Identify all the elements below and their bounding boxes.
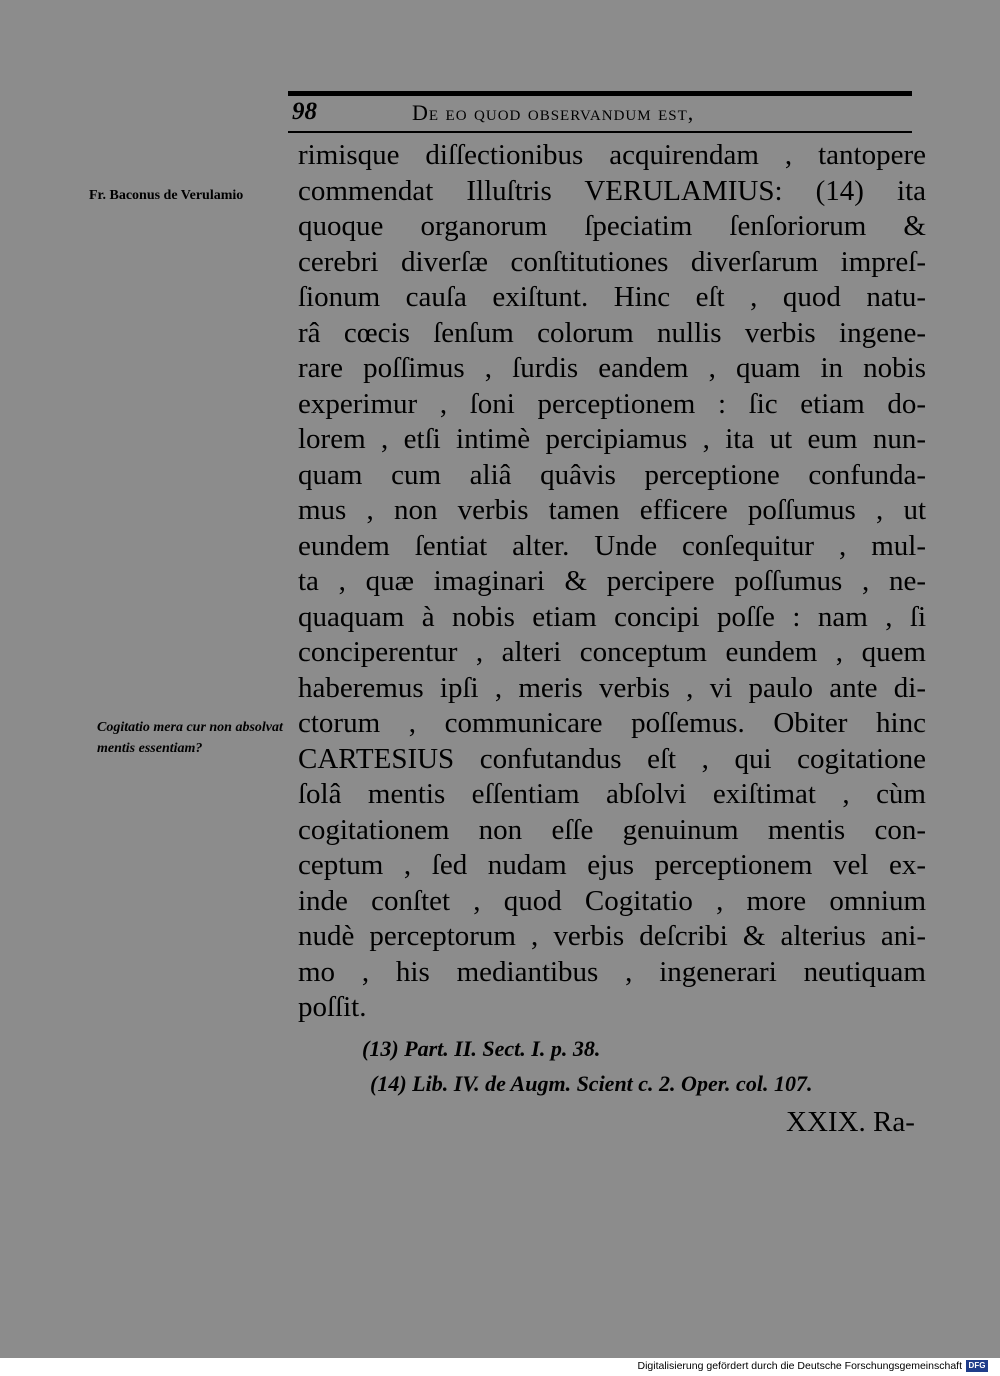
footnote-13: (13) Part. II. Sect. I. p. 38. [362,1036,601,1061]
body-line: quoque organorum ſpeciatim ſenſoriorum & [298,210,926,242]
body-line: ceptum , ſed nudam ejus perceptionem vel ex- [298,849,926,881]
running-head: De eo quod observandum est, [412,100,695,125]
body-line: ta , quæ imaginari & percipere poſſumus , ne- [298,565,926,597]
body-line: CARTESIUS confutandus eſt , qui cogitatione [298,742,926,775]
margin-note-cogitatio: Cogitatio mera cur non absolvat mentis essentiam? [97,720,283,756]
header-rule-top [288,91,912,96]
margin-note-bacon: Fr. Baconus de Verulamio [89,188,244,203]
page-header [292,98,912,130]
body-line: mo , his mediantibus , ingenerari neutiquam [298,955,926,988]
body-line: inde conſtet , quod Cogitatio , more omnium [298,884,926,917]
body-line: eundem ſentiat alter. Unde conſequitur , mul- [298,529,926,562]
body-line: quam cum aliâ quâvis perceptione confunda- [298,458,926,491]
body-line: ſionum cauſa exiſtunt. Hinc eſt , quod natu- [298,281,926,313]
body-line: quaquam à nobis etiam concipi poſſe : nam , ſi [298,600,926,633]
body-line: rimisque diſſectionibus acquirendam , tantopere [298,139,926,171]
body-line: commendat Illuſtris VERULAMIUS: (14) ita [298,174,926,207]
body-line: nudè perceptorum , verbis deſcribi & alterius ani- [298,920,926,952]
body-line: ſolâ mentis eſſentiam abſolvi exiſtimat , cùm [298,778,926,810]
footnote-14: (14) Lib. IV. de Augm. Scient c. 2. Oper. col. 107. [370,1071,813,1096]
body-line: mus , non verbis tamen efficere poſſumus , ut [298,494,926,526]
body-line: cerebri diverſæ conſtitutiones diverſarum impreſ- [298,245,926,278]
page-number: 98 [292,98,317,125]
body-line: haberemus ipſi , meris verbis , vi paulo ante di- [298,671,926,704]
body-line: experimur , ſoni perceptionem : ſic etiam do- [298,387,926,420]
header-rule-bottom [288,131,912,133]
body-line: cogitationem non eſſe genuinum mentis con- [298,813,926,846]
body-line: poſſit. [298,991,367,1023]
body-line: conciperentur , alteri conceptum eundem , quem [298,636,926,668]
footer-credit: Digitalisierung gefördert durch die Deutsche Forschungsgemeinschaft [637,1360,962,1372]
body-line: ctorum , communicare poſſemus. Obiter hinc [298,707,926,739]
body-line: rare poſſimus , ſurdis eandem , quam in nobis [298,352,926,384]
body-text [298,138,926,1026]
body-line: râ cœcis ſenſum colorum nullis verbis ingene- [298,316,926,349]
body-line: lorem , etſi intimè percipiamus , ita ut eum nun- [298,423,926,455]
dfg-logo-icon: DFG [966,1360,988,1372]
catchword: XXIX. Ra- [786,1106,915,1138]
